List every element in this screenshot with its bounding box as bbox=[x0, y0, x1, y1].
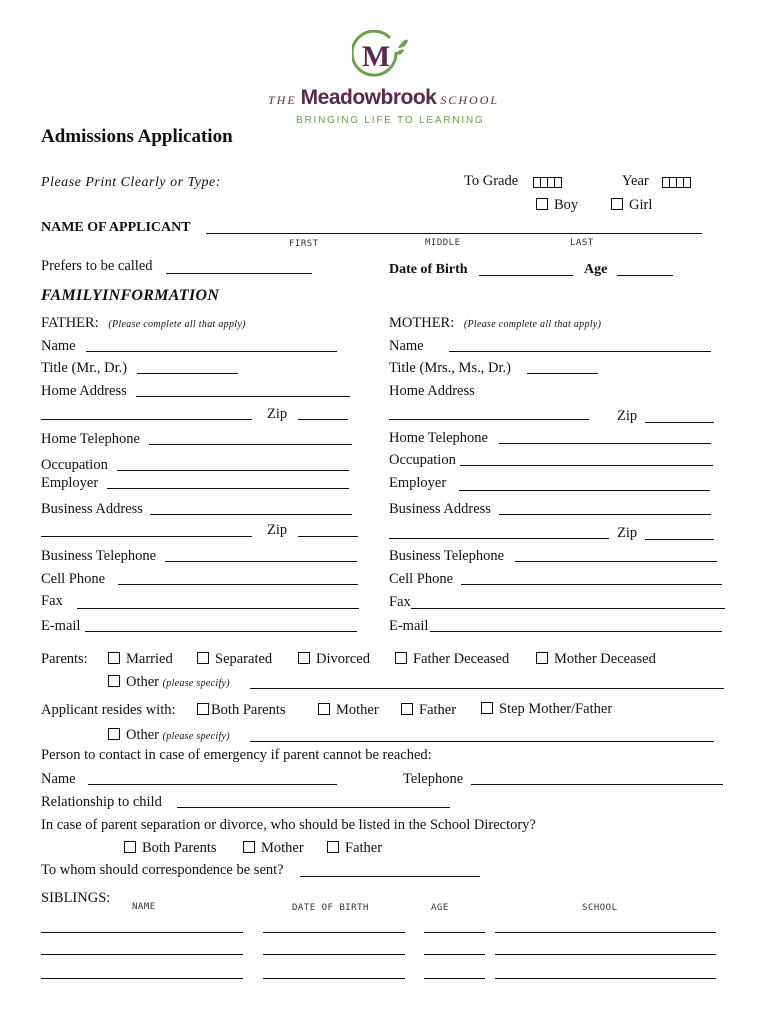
parents-other-field[interactable] bbox=[250, 688, 724, 689]
father-home-address-field[interactable] bbox=[136, 396, 350, 397]
mother-business-address-line2[interactable] bbox=[389, 538, 609, 539]
married-option[interactable]: Married bbox=[108, 651, 173, 668]
mother-business-tel-field[interactable] bbox=[515, 561, 717, 562]
dob-field[interactable] bbox=[479, 275, 573, 276]
mother-cell-label: Cell Phone bbox=[389, 571, 454, 587]
emergency-telephone-label: Telephone bbox=[403, 771, 464, 787]
last-caption: LAST bbox=[570, 238, 594, 248]
mother-name-label: Name bbox=[389, 338, 424, 354]
siblings-name-header: NAME bbox=[132, 902, 156, 912]
resides-step-checkbox[interactable] bbox=[481, 702, 493, 714]
siblings-school-header: SCHOOL bbox=[582, 903, 618, 913]
resides-both-option[interactable]: Both Parents bbox=[197, 702, 286, 719]
resides-mother-option[interactable]: Mother bbox=[318, 702, 379, 719]
family-info-heading: FAMILYINFORMATION bbox=[41, 287, 220, 304]
siblings-dob-header: DATE OF BIRTH bbox=[292, 903, 369, 913]
resides-other-field[interactable] bbox=[250, 741, 714, 742]
mother-employer-label: Employer bbox=[389, 475, 447, 491]
mother-business-address-label: Business Address bbox=[389, 501, 491, 517]
separated-option[interactable]: Separated bbox=[197, 651, 272, 668]
father-email-field[interactable] bbox=[85, 631, 357, 632]
father-employer-label: Employer bbox=[41, 475, 99, 491]
father-business-tel-field[interactable] bbox=[165, 561, 357, 562]
mother-deceased-checkbox[interactable] bbox=[536, 652, 548, 664]
page-title: Admissions Application bbox=[41, 126, 233, 147]
mother-zip-label: Zip bbox=[617, 408, 638, 424]
middle-caption: MIDDLE bbox=[425, 238, 461, 248]
siblings-age-header: AGE bbox=[431, 903, 449, 913]
divorced-checkbox[interactable] bbox=[298, 652, 310, 664]
mother-home-tel-label: Home Telephone bbox=[389, 430, 488, 446]
mother-name-field[interactable] bbox=[449, 351, 711, 352]
dob-label: Date of Birth bbox=[389, 262, 468, 277]
emergency-label: Person to contact in case of emergency if parent cannot be reached: bbox=[41, 747, 432, 763]
directory-question: In case of parent separation or divorce, who should be listed in the School Directory? bbox=[41, 817, 536, 833]
resides-label: Applicant resides with: bbox=[41, 702, 176, 718]
girl-checkbox[interactable] bbox=[611, 198, 623, 210]
mother-title-label: Title (Mrs., Ms., Dr.) bbox=[389, 360, 511, 376]
applicant-name-field[interactable] bbox=[206, 233, 702, 234]
mother-header: MOTHER: (Please complete all that apply) bbox=[389, 315, 602, 331]
mother-business-zip-field[interactable] bbox=[645, 539, 714, 540]
father-name-field[interactable] bbox=[86, 351, 337, 352]
father-fax-field[interactable] bbox=[77, 608, 359, 609]
parents-label: Parents: bbox=[41, 651, 88, 667]
name-applicant-label: NAME OF APPLICANT bbox=[41, 220, 191, 235]
directory-mother-option[interactable]: Mother bbox=[243, 840, 304, 857]
grade-boxes[interactable] bbox=[534, 174, 562, 192]
resides-both-checkbox[interactable] bbox=[197, 703, 209, 715]
mother-business-tel-label: Business Telephone bbox=[389, 548, 505, 564]
directory-both-option[interactable]: Both Parents bbox=[124, 840, 217, 857]
emergency-name-field[interactable] bbox=[88, 784, 337, 785]
siblings-label: SIBLINGS: bbox=[41, 890, 111, 906]
sibling-1-name-field[interactable] bbox=[41, 932, 243, 933]
sibling-3-age-field[interactable] bbox=[424, 978, 485, 979]
sibling-1-age-field[interactable] bbox=[424, 932, 485, 933]
correspondence-label: To whom should correspondence be sent? bbox=[41, 862, 284, 878]
to-grade-label: To Grade bbox=[464, 173, 519, 189]
father-title-label: Title (Mr., Dr.) bbox=[41, 360, 128, 376]
father-occupation-field[interactable] bbox=[117, 470, 349, 471]
father-business-address-label: Business Address bbox=[41, 501, 143, 517]
separated-checkbox[interactable] bbox=[197, 652, 209, 664]
father-zip-label: Zip bbox=[267, 406, 288, 422]
mother-employer-field[interactable] bbox=[459, 490, 710, 491]
sibling-2-dob-field[interactable] bbox=[263, 954, 405, 955]
boy-option[interactable]: Boy bbox=[536, 197, 578, 214]
emergency-telephone-field[interactable] bbox=[471, 784, 723, 785]
resides-father-checkbox[interactable] bbox=[401, 703, 413, 715]
emergency-name-label: Name bbox=[41, 771, 76, 787]
father-business-address-line2[interactable] bbox=[41, 536, 252, 537]
parents-other-checkbox[interactable] bbox=[108, 675, 120, 687]
sibling-1-dob-field[interactable] bbox=[263, 932, 405, 933]
directory-both-checkbox[interactable] bbox=[124, 841, 136, 853]
sibling-2-name-field[interactable] bbox=[41, 954, 243, 955]
resides-father-option[interactable]: Father bbox=[401, 702, 456, 719]
relationship-label: Relationship to child bbox=[41, 794, 162, 810]
boy-checkbox[interactable] bbox=[536, 198, 548, 210]
sibling-3-name-field[interactable] bbox=[41, 978, 243, 979]
mother-business-zip-label: Zip bbox=[617, 525, 638, 541]
father-employer-field[interactable] bbox=[107, 488, 349, 489]
father-deceased-checkbox[interactable] bbox=[395, 652, 407, 664]
father-business-zip-field[interactable] bbox=[298, 536, 358, 537]
sibling-2-school-field[interactable] bbox=[495, 954, 716, 955]
year-label: Year bbox=[622, 173, 649, 189]
parents-other-option[interactable]: Other (please specify) bbox=[108, 674, 230, 691]
father-fax-label: Fax bbox=[41, 593, 63, 609]
logo-wordmark: THE Meadowbrook SCHOOL bbox=[268, 86, 500, 109]
correspondence-field[interactable] bbox=[300, 876, 480, 877]
directory-father-option[interactable]: Father bbox=[327, 840, 382, 857]
father-home-address-line2[interactable] bbox=[41, 419, 252, 420]
relationship-field[interactable] bbox=[177, 807, 450, 808]
svg-text:M: M bbox=[361, 40, 391, 73]
logo-monogram bbox=[352, 30, 412, 82]
print-note: Please Print Clearly or Type: bbox=[41, 175, 221, 190]
directory-father-checkbox[interactable] bbox=[327, 841, 339, 853]
resides-step-option[interactable]: Step Mother/Father bbox=[481, 701, 612, 718]
father-header: FATHER: (Please complete all that apply) bbox=[41, 315, 246, 331]
father-title-field[interactable] bbox=[137, 373, 238, 374]
mother-business-address-field[interactable] bbox=[499, 514, 711, 515]
father-home-tel-field[interactable] bbox=[149, 444, 352, 445]
father-name-label: Name bbox=[41, 338, 76, 354]
prefers-label: Prefers to be called bbox=[41, 258, 153, 274]
mother-occupation-label: Occupation bbox=[389, 452, 456, 468]
year-boxes[interactable] bbox=[663, 174, 691, 192]
father-home-tel-label: Home Telephone bbox=[41, 431, 140, 447]
mother-title-field[interactable] bbox=[527, 373, 598, 374]
father-occupation-label: Occupation bbox=[41, 457, 108, 473]
mother-deceased-option[interactable]: Mother Deceased bbox=[536, 651, 656, 668]
father-email-label: E-mail bbox=[41, 618, 81, 634]
sibling-2-age-field[interactable] bbox=[424, 954, 485, 955]
resides-other-option[interactable]: Other (please specify) bbox=[108, 727, 230, 744]
first-caption: FIRST bbox=[289, 239, 319, 249]
mother-home-address-label: Home Address bbox=[389, 383, 475, 399]
mother-zip-field[interactable] bbox=[645, 422, 714, 423]
father-cell-field[interactable] bbox=[118, 584, 358, 585]
age-label: Age bbox=[584, 262, 608, 277]
resides-mother-checkbox[interactable] bbox=[318, 703, 330, 715]
father-cell-label: Cell Phone bbox=[41, 571, 106, 587]
mother-email-field[interactable] bbox=[430, 631, 722, 632]
father-business-address-field[interactable] bbox=[150, 514, 352, 515]
mother-cell-field[interactable] bbox=[461, 584, 722, 585]
mother-fax-label: Fax bbox=[389, 594, 411, 610]
mother-fax-field[interactable] bbox=[411, 608, 725, 609]
resides-other-checkbox[interactable] bbox=[108, 728, 120, 740]
father-business-zip-label: Zip bbox=[267, 522, 288, 538]
sibling-3-dob-field[interactable] bbox=[263, 978, 405, 979]
age-field[interactable] bbox=[617, 275, 673, 276]
mother-occupation-field[interactable] bbox=[460, 465, 713, 466]
logo-tagline: BRINGING LIFE TO LEARNING bbox=[296, 115, 485, 126]
divorced-option[interactable]: Divorced bbox=[298, 651, 370, 668]
mother-home-tel-field[interactable] bbox=[499, 443, 711, 444]
father-home-address-label: Home Address bbox=[41, 383, 127, 399]
father-business-tel-label: Business Telephone bbox=[41, 548, 157, 564]
prefers-field[interactable] bbox=[166, 273, 312, 274]
father-deceased-option[interactable]: Father Deceased bbox=[395, 651, 509, 668]
girl-option[interactable]: Girl bbox=[611, 197, 652, 214]
mother-email-label: E-mail bbox=[389, 618, 429, 634]
married-checkbox[interactable] bbox=[108, 652, 120, 664]
sibling-3-school-field[interactable] bbox=[495, 978, 716, 979]
mother-home-address-line2[interactable] bbox=[389, 419, 589, 420]
sibling-1-school-field[interactable] bbox=[495, 932, 716, 933]
father-zip-field[interactable] bbox=[298, 419, 348, 420]
directory-mother-checkbox[interactable] bbox=[243, 841, 255, 853]
